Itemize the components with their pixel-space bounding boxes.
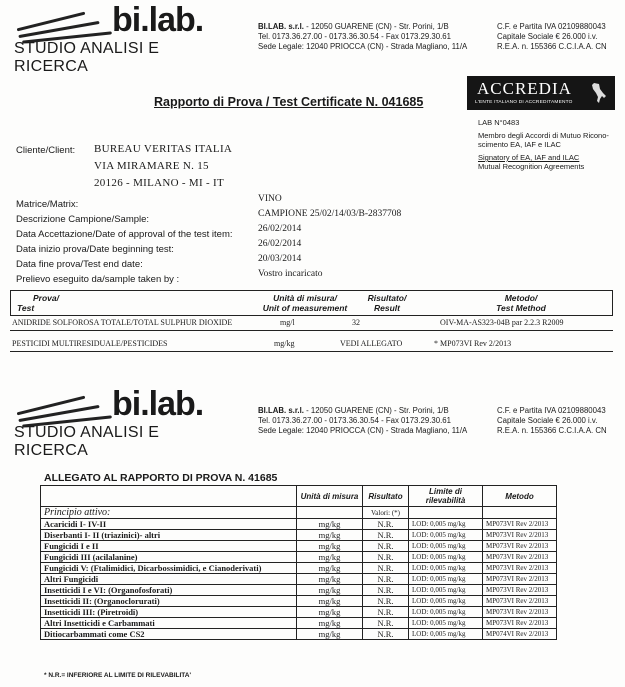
annex-row-name: Fungicidi I e II	[41, 541, 297, 552]
row-unit: mg/kg	[274, 339, 295, 348]
address-line3: Sede Legale: 12040 PRIOCCA (CN) - Strada Magliano, 11/A	[258, 426, 468, 435]
client-name: BUREAU VERITAS ITALIA	[94, 143, 233, 155]
annex-row-unit: mg/kg	[297, 519, 363, 530]
accredia-lab-number: LAB N°0483	[478, 118, 520, 127]
field-row	[16, 239, 436, 254]
annex-row-result: N.R.	[363, 618, 409, 629]
annex-row-result: N.R.	[363, 552, 409, 563]
accredia-member-line2: scimento EA, IAF e ILAC	[478, 140, 561, 149]
annex-row-limit: LOD: 0,005 mg/kg	[409, 585, 483, 596]
table-row	[10, 337, 613, 352]
annex-row-result: N.R.	[363, 530, 409, 541]
address-line2: Tel. 0173.36.27.00 - 0173.36.30.54 - Fax 0173.29.30.61	[258, 416, 451, 425]
annex-table	[40, 485, 557, 640]
annex-row-result: N.R.	[363, 607, 409, 618]
annex-row-limit: LOD: 0,005 mg/kg	[409, 629, 483, 640]
header-method: Metodo/ Test Method	[496, 293, 546, 313]
client-city: 20126 - MILANO - MI - IT	[94, 177, 225, 189]
table-row	[41, 585, 557, 596]
sample-fields	[16, 194, 436, 284]
field-value: 26/02/2014	[258, 224, 302, 234]
vat-line3: R.E.A. n. 155366 C.C.I.A.A. CN	[497, 426, 607, 435]
accredia-tagline: L'ENTE ITALIANO DI ACCREDITAMENTO	[475, 100, 573, 105]
client-label: Cliente/Client:	[16, 145, 76, 156]
vat-line2: Capitale Sociale € 26.000 i.v.	[497, 416, 598, 425]
bilab-logo	[14, 1, 204, 75]
client-block	[94, 141, 232, 192]
company-address	[258, 22, 478, 52]
annex-row-limit: LOD: 0,005 mg/kg	[409, 618, 483, 629]
table-row	[41, 541, 557, 552]
annex-row-unit: mg/kg	[297, 541, 363, 552]
brand-subtitle: STUDIO ANALISI E RICERCA	[14, 424, 160, 459]
annex-row-method: MP073VI Rev 2/2013	[483, 607, 557, 618]
annex-row-limit: LOD: 0,005 mg/kg	[409, 519, 483, 530]
table-row	[41, 519, 557, 530]
field-row	[16, 209, 436, 224]
annex-header-unit: Unità di misura	[297, 486, 363, 507]
annex-header-blank	[41, 486, 297, 507]
annex-row-limit: LOD: 0,005 mg/kg	[409, 607, 483, 618]
annex-row-method: MP073VI Rev 2/2013	[483, 541, 557, 552]
annex-title: ALLEGATO AL RAPPORTO DI PROVA N. 41685	[44, 472, 278, 484]
annex-row-limit: LOD: 0,005 mg/kg	[409, 530, 483, 541]
table-row	[41, 607, 557, 618]
company-name: BI.LAB. s.r.l.	[258, 406, 304, 415]
annex-row-result: N.R.	[363, 541, 409, 552]
brand-name: bi.lab.	[112, 1, 204, 39]
annex-body	[41, 519, 557, 640]
address-line1: - 12050 GUARENE (CN) - Str. Porini, 1/B	[303, 22, 449, 31]
row-test: PESTICIDI MULTIRESIDUALE/PESTICIDES	[12, 339, 168, 348]
company-name: BI.LAB. s.r.l.	[258, 22, 304, 31]
annex-row-method: MP073VI Rev 2/2013	[483, 519, 557, 530]
italy-map-icon	[591, 82, 607, 104]
principio-label: Principio attivo:	[41, 507, 297, 519]
brand-subtitle: STUDIO ANALISI E RICERCA	[14, 40, 160, 75]
annex-row-name: Altri Fungicidi	[41, 574, 297, 585]
bilab-logo	[14, 384, 204, 459]
annex-row-unit: mg/kg	[297, 607, 363, 618]
client-street: VIA MIRAMARE N. 15	[94, 160, 209, 172]
vat-line1: C.F. e Partita IVA 02109880043	[497, 406, 606, 415]
field-label: Prelievo eseguito da/sample taken by :	[16, 274, 180, 285]
annex-row-name: Insetticidi II: (Organoclorurati)	[41, 596, 297, 607]
vat-line3: R.E.A. n. 155366 C.C.I.A.A. CN	[497, 42, 607, 51]
annex-row-name: Insetticidi III: (Piretroidi)	[41, 607, 297, 618]
annex-row-method: MP073VI Rev 2/2013	[483, 552, 557, 563]
annex-row-method: MP073VI Rev 2/2013	[483, 563, 557, 574]
header-result: Risultato/ Result	[367, 293, 407, 313]
results-table	[10, 290, 613, 352]
row-result: VEDI ALLEGATO	[340, 339, 403, 348]
annex-row-name: Ditiocarbammati come CS2	[41, 629, 297, 640]
annex-row-method: MP073VI Rev 2/2013	[483, 618, 557, 629]
annex-row-result: N.R.	[363, 519, 409, 530]
table-row	[41, 596, 557, 607]
table-row	[41, 530, 557, 541]
accredia-logo	[467, 76, 615, 110]
row-test: ANIDRIDE SOLFOROSA TOTALE/TOTAL SULPHUR DIOXIDE	[12, 318, 233, 327]
company-address	[258, 406, 478, 436]
vat-line1: C.F. e Partita IVA 02109880043	[497, 22, 606, 31]
annex-row-result: N.R.	[363, 629, 409, 640]
annex-row-method: MP073VI Rev 2/2013	[483, 574, 557, 585]
table-row	[41, 552, 557, 563]
annex-row-name: Altri Insetticidi e Carbammati	[41, 618, 297, 629]
footnote: * N.R.= INFERIORE AL LIMITE DI RILEVABILITA'	[44, 672, 192, 679]
company-vat	[497, 22, 622, 52]
annex-row-name: Diserbanti I- II (triazinici)- altri	[41, 530, 297, 541]
field-label: Matrice/Matrix:	[16, 199, 79, 210]
field-label: Data inizio prova/Date beginning test:	[16, 244, 174, 255]
annex-subheader-row	[41, 507, 557, 519]
annex-row-unit: mg/kg	[297, 596, 363, 607]
vat-line2: Capitale Sociale € 26.000 i.v.	[497, 32, 598, 41]
annex-row-result: N.R.	[363, 596, 409, 607]
annex-row-name: Insetticidi I e VI: (Organofosforati)	[41, 585, 297, 596]
annex-header-row	[41, 486, 557, 507]
brand-name: bi.lab.	[112, 385, 204, 423]
table-row	[41, 563, 557, 574]
accredia-signatory-line1: Signatory of EA, IAF and ILAC	[478, 153, 580, 162]
annex-header-result: Risultato	[363, 486, 409, 507]
annex-row-limit: LOD: 0,005 mg/kg	[409, 541, 483, 552]
field-row	[16, 269, 436, 284]
address-line1: - 12050 GUARENE (CN) - Str. Porini, 1/B	[303, 406, 449, 415]
table-row	[41, 574, 557, 585]
annex-row-unit: mg/kg	[297, 574, 363, 585]
annex-row-unit: mg/kg	[297, 563, 363, 574]
row-unit: mg/l	[280, 318, 295, 327]
accredia-signatory-line2: Mutual Recognition Agreements	[478, 162, 585, 171]
annex-row-name: Fungicidi III (acilalanine)	[41, 552, 297, 563]
field-row	[16, 254, 436, 269]
annex-row-unit: mg/kg	[297, 629, 363, 640]
annex-row-limit: LOD: 0,005 mg/kg	[409, 596, 483, 607]
table-row	[10, 316, 613, 331]
header-test: Prova/ Test	[17, 293, 59, 313]
annex-row-method: MP073VI Rev 2/2013	[483, 585, 557, 596]
annex-row-method: MP074VI Rev 2/2013	[483, 629, 557, 640]
row-method: OIV-MA-AS323-04B par 2.2.3 R2009	[440, 318, 564, 327]
annex-row-limit: LOD: 0,005 mg/kg	[409, 574, 483, 585]
address-line2: Tel. 0173.36.27.00 - 0173.36.30.54 - Fax 0173.29.30.61	[258, 32, 451, 41]
annex-row-unit: mg/kg	[297, 530, 363, 541]
annex-row-unit: mg/kg	[297, 585, 363, 596]
annex-header-limit: Limite di rilevabilità	[409, 486, 483, 507]
annex-row-unit: mg/kg	[297, 552, 363, 563]
annex-row-limit: LOD: 0,005 mg/kg	[409, 552, 483, 563]
annex-row-name: Acaricidi I- IV-II	[41, 519, 297, 530]
annex-row-method: MP073VI Rev 2/2013	[483, 596, 557, 607]
report-title: Rapporto di Prova / Test Certificate N. 041685	[154, 95, 424, 109]
field-value: 20/03/2014	[258, 254, 302, 264]
table-row	[41, 629, 557, 640]
field-value: 26/02/2014	[258, 239, 302, 249]
accredia-member-line1: Membro degli Accordi di Mutuo Ricono-	[478, 131, 609, 140]
row-result: 32	[352, 318, 360, 327]
field-row	[16, 194, 436, 209]
annex-header-method: Metodo	[483, 486, 557, 507]
accredia-info	[478, 118, 623, 171]
annex-row-result: N.R.	[363, 563, 409, 574]
address-line3: Sede Legale: 12040 PRIOCCA (CN) - Strada Magliano, 11/A	[258, 42, 468, 51]
annex-row-result: N.R.	[363, 585, 409, 596]
field-value: VINO	[258, 194, 282, 204]
valori-label: Valori: (*)	[363, 507, 409, 519]
field-row	[16, 224, 436, 239]
annex-row-method: MP073VI Rev 2/2013	[483, 530, 557, 541]
field-value: CAMPIONE 25/02/14/03/B-2837708	[258, 209, 402, 219]
annex-row-name: Fungicidi V: (Ftalimidici, Dicarbossimidici, e Cianoderivati)	[41, 563, 297, 574]
field-label: Data Accettazione/Date of approval of the test item:	[16, 229, 233, 240]
annex-row-limit: LOD: 0,005 mg/kg	[409, 563, 483, 574]
annex-row-result: N.R.	[363, 574, 409, 585]
company-vat	[497, 406, 622, 436]
results-table-header	[10, 290, 613, 316]
header-unit: Unità di misura/ Unit of measurement	[262, 293, 348, 313]
accredia-name: ACCREDIA	[477, 79, 572, 98]
annex-row-unit: mg/kg	[297, 618, 363, 629]
field-value: Vostro incaricato	[258, 269, 323, 279]
field-label: Data fine prova/Test end date:	[16, 259, 143, 270]
field-label: Descrizione Campione/Sample:	[16, 214, 150, 225]
table-row	[41, 618, 557, 629]
row-method: * MP073VI Rev 2/2013	[434, 339, 512, 348]
